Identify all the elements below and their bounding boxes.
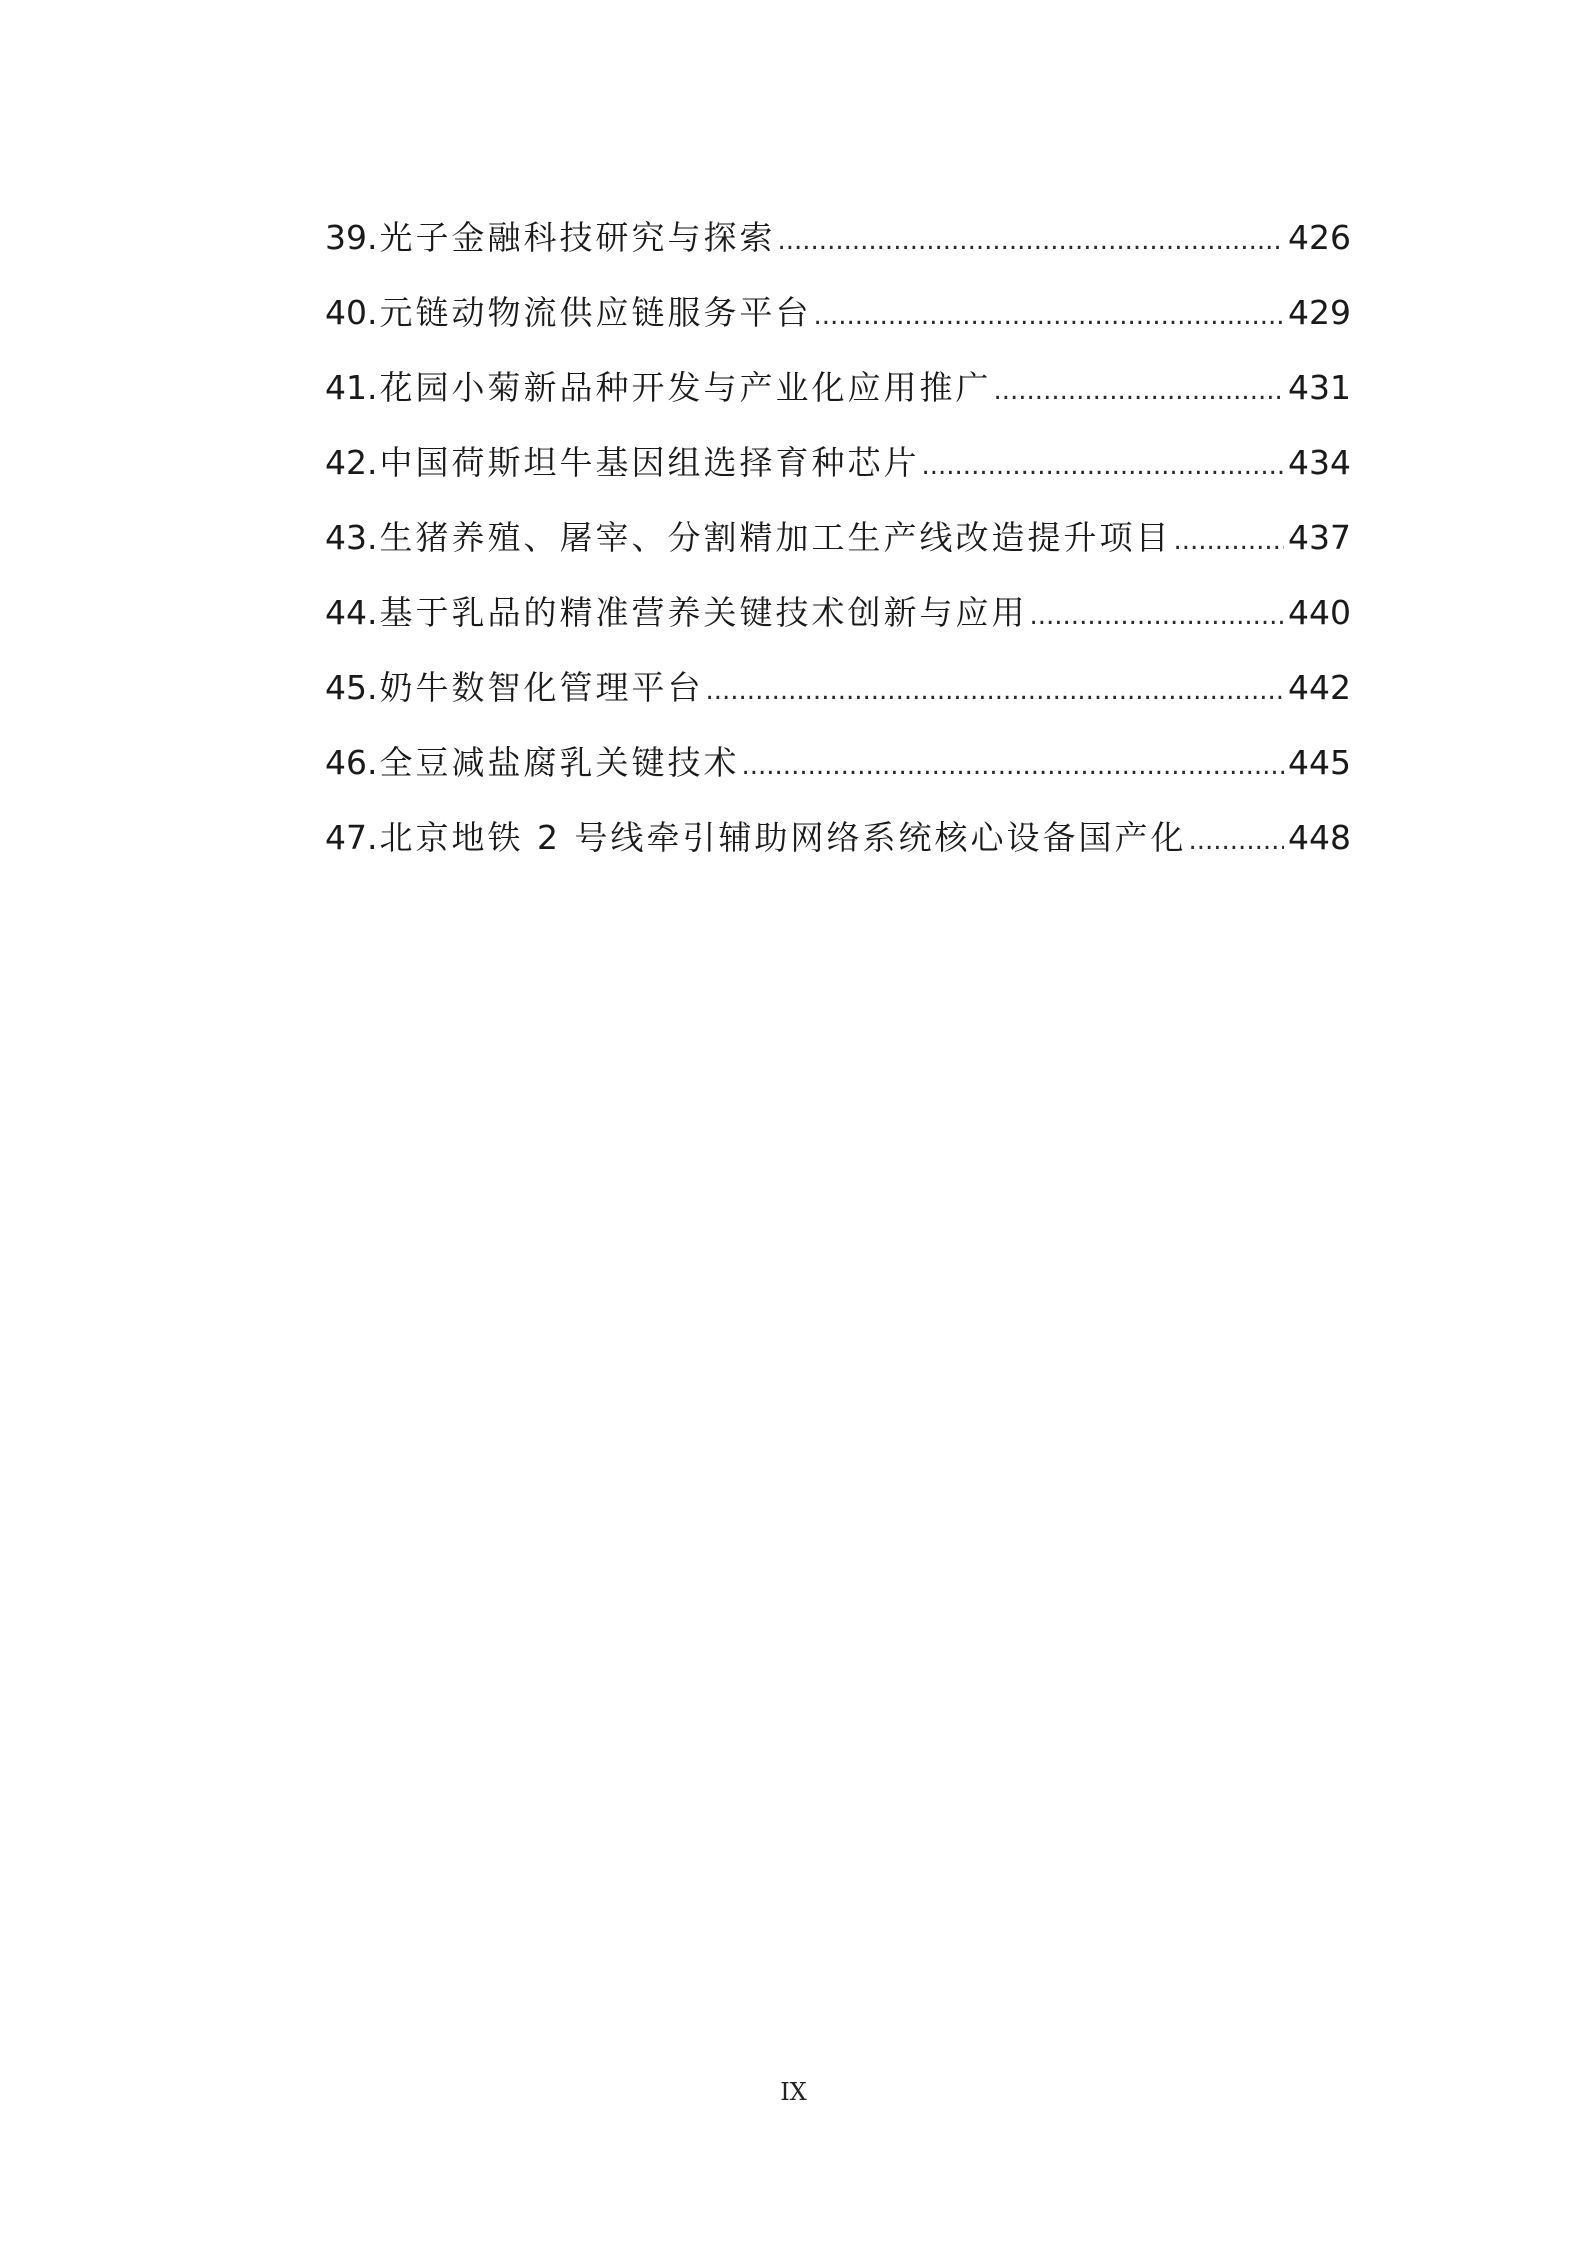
toc-entry[interactable] [325,812,1351,887]
toc-entry-page: 431 [1288,368,1351,407]
toc-entry-number: 44. [325,593,378,632]
dot-leader [1188,826,1284,856]
dot-leader [813,301,1284,331]
toc-entry[interactable] [325,662,1351,737]
toc-entry[interactable] [325,437,1351,512]
toc-entry-number: 45. [325,668,378,707]
dot-leader [1173,526,1284,556]
dot-leader [921,451,1284,481]
toc-entry-title: 北京地铁 2 号线牵引辅助网络系统核心设备国产化 [379,818,1187,857]
toc-entry-number: 46. [325,743,378,782]
toc-entry-page: 437 [1288,518,1351,557]
toc-entry[interactable] [325,287,1351,362]
page-number: IX [780,2078,807,2106]
toc-entry-number: 39. [325,218,378,257]
toc-entry-title: 中国荷斯坦牛基因组选择育种芯片 [379,443,920,482]
toc-entry-page: 429 [1288,293,1351,332]
dot-leader [993,376,1284,406]
toc-entry-title: 生猪养殖、屠宰、分割精加工生产线改造提升项目 [379,518,1172,557]
toc-entry[interactable] [325,512,1351,587]
toc-entry[interactable] [325,212,1351,287]
toc-entry-page: 448 [1288,818,1351,857]
toc-entry[interactable] [325,362,1351,437]
toc-entry-title: 全豆减盐腐乳关键技术 [379,743,740,782]
toc-entry-page: 445 [1288,743,1351,782]
toc-entry-number: 43. [325,518,378,557]
toc-entry-title: 光子金融科技研究与探索 [379,218,776,257]
table-of-contents [325,212,1351,887]
toc-entry-page: 442 [1288,668,1351,707]
toc-entry-number: 42. [325,443,378,482]
dot-leader [705,676,1284,706]
toc-entry-number: 40. [325,293,378,332]
toc-entry-title: 基于乳品的精准营养关键技术创新与应用 [379,593,1028,632]
toc-entry-page: 434 [1288,443,1351,482]
toc-entry[interactable] [325,587,1351,662]
toc-entry-number: 47. [325,818,378,857]
toc-entry-number: 41. [325,368,378,407]
toc-entry[interactable] [325,737,1351,812]
dot-leader [777,226,1284,256]
toc-entry-title: 花园小菊新品种开发与产业化应用推广 [379,368,992,407]
dot-leader [741,751,1284,781]
toc-entry-title: 元链动物流供应链服务平台 [379,293,812,332]
toc-entry-page: 426 [1288,218,1351,257]
toc-entry-page: 440 [1288,593,1351,632]
toc-entry-title: 奶牛数智化管理平台 [379,668,704,707]
dot-leader [1029,601,1284,631]
